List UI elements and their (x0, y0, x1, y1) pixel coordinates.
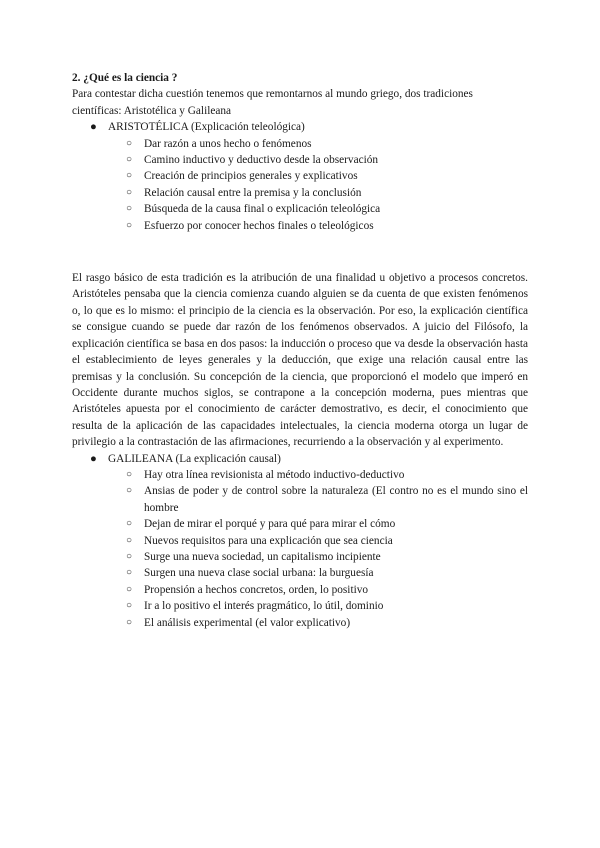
aristotelica-title: ARISTOTÉLICA (Explicación teleológica) (108, 121, 305, 134)
list-item-text: Surgen una nueva clase social urbana: la burguesía (144, 567, 374, 580)
document-page (72, 70, 528, 631)
circle-bullet-icon: ○ (126, 583, 133, 595)
list-item (108, 467, 528, 483)
list-item-text: Dar razón a unos hecho o fenómenos (144, 137, 312, 150)
list-item-text: Ir a lo positivo el interés pragmático, lo útil, dominio (144, 600, 384, 613)
disc-bullet-icon: ● (90, 452, 97, 465)
list-item-text: Dejan de mirar el porqué y para qué para mirar el cómo (144, 518, 396, 531)
list-item (108, 582, 528, 598)
circle-bullet-icon: ○ (126, 186, 133, 198)
aristotelica-sublist (108, 136, 528, 234)
list-item-text: Relación causal entre la premisa y la conclusión (144, 186, 362, 199)
list-item-text: El análisis experimental (el valor explicativo) (144, 616, 351, 629)
circle-bullet-icon: ○ (126, 170, 133, 182)
circle-bullet-icon: ○ (126, 534, 133, 546)
list-item-text: Camino inductivo y deductivo desde la observación (144, 154, 379, 167)
galileana-sublist (108, 467, 528, 631)
disc-bullet-icon: ● (90, 121, 97, 134)
list-item (108, 615, 528, 631)
circle-bullet-icon: ○ (126, 468, 133, 480)
galileana-item (72, 451, 528, 631)
list-item (108, 168, 528, 184)
list-item (108, 185, 528, 201)
list-item (108, 565, 528, 581)
list-item-text: Esfuerzo por conocer hechos finales o teleológicos (144, 219, 374, 232)
list-item (108, 136, 528, 152)
list-item (108, 201, 528, 217)
list-item-text: Hay otra línea revisionista al método inductivo-deductivo (144, 468, 405, 481)
list-item-text: Búsqueda de la causa final o explicación teleológica (144, 203, 381, 216)
list-item (108, 533, 528, 549)
list-item-text: Creación de principios generales y explicativos (144, 170, 358, 183)
aristotelica-list (72, 119, 528, 234)
list-item (108, 549, 528, 565)
list-item (108, 152, 528, 168)
list-item (108, 516, 528, 532)
list-item (108, 483, 528, 516)
galileana-title: GALILEANA (La explicación causal) (108, 452, 281, 465)
circle-bullet-icon: ○ (126, 567, 133, 579)
section-heading: 2. ¿Qué es la ciencia ? (72, 72, 178, 84)
list-item-text: Surge una nueva sociedad, un capitalismo incipiente (144, 550, 381, 563)
circle-bullet-icon: ○ (126, 203, 133, 215)
body-paragraph: El rasgo básico de esta tradición es la atribución de una finalidad u objetivo a procesos concretos. Aristóteles pensaba que la ciencia comienza cuando alguien se da cuenta de que existen fenómenos o, lo que es lo mismo: el principio de la ciencia es la observación. Por eso, la explicación científica se consigue cuando se puede dar razón de los fenómenos observados. A juicio del Filósofo, la explicación científica se basa en dos pasos: la inducción o proceso que va desde la observación hasta el establecimiento de leyes generales y la deducción, que exige una relación causal entre las premisas y la conclusión. Su concepción de la ciencia, que proporcionó el modelo que imperó en Occidente durante muchos siglos, se contrapone a la concepción moderna, pues mientras que Aristóteles apuesta por el conocimiento de carácter demostrativo, es decir, el conocimiento que resulta de la aplicación de las capacidades intelectuales, la ciencia moderna otorga un lugar de privilegio a la contrastación de las afirmaciones, recurriendo a la observación y al experimento. (72, 272, 528, 449)
intro-text: Para contestar dicha cuestión tenemos que remontarnos al mundo griego, dos tradiciones científicas: Aristotélica y Galileana (72, 88, 473, 117)
list-item (108, 218, 528, 234)
circle-bullet-icon: ○ (126, 550, 133, 562)
circle-bullet-icon: ○ (126, 518, 133, 530)
galileana-list (72, 451, 528, 631)
circle-bullet-icon: ○ (126, 219, 133, 231)
circle-bullet-icon: ○ (126, 137, 133, 149)
circle-bullet-icon: ○ (126, 485, 133, 497)
list-item-text: Propensión a hechos concretos, orden, lo positivo (144, 583, 369, 596)
list-item-text: Ansias de poder y de control sobre la naturaleza (El contro no es el mundo sino el hombre (144, 485, 528, 514)
circle-bullet-icon: ○ (126, 600, 133, 612)
list-item (108, 598, 528, 614)
aristotelica-item (72, 119, 528, 234)
list-item-text: Nuevos requisitos para una explicación que sea ciencia (144, 534, 393, 547)
circle-bullet-icon: ○ (126, 616, 133, 628)
circle-bullet-icon: ○ (126, 154, 133, 166)
